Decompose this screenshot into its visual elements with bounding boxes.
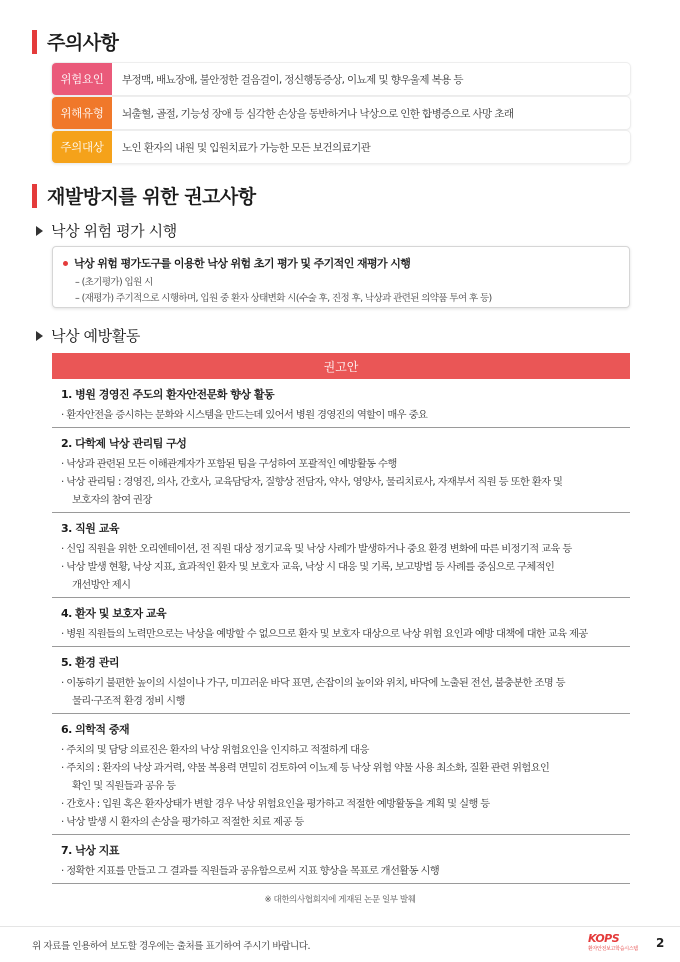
subhead-fall-prevention — [36, 325, 140, 346]
recommendation-line: · 낙상 관리팀 : 경영진, 의사, 간호사, 교육담당자, 질향상 전담자, 약사, 영양사, 물리치료사, 자재부서 직원 등 또한 환자 및 — [61, 476, 563, 488]
recommendation-header: 권고안 — [52, 353, 630, 379]
section-title-text: 재발방지를 위한 권고사항 — [47, 186, 256, 208]
footer-divider — [0, 926, 680, 927]
page-number: 2 — [656, 936, 665, 950]
kops-logo — [588, 932, 636, 956]
assessment-line: – (초기평가) 입원 시 — [75, 277, 153, 288]
recommendation-title: 2. 다학제 낙상 관리팀 구성 — [61, 437, 187, 450]
subhead-text: 낙상 위험 평가 시행 — [51, 222, 177, 240]
caution-desc: 부정맥, 배뇨장애, 불안정한 걸음걸이, 정신행동증상, 이뇨제 및 향우울제 복용 등 — [122, 73, 463, 86]
section-title-bar — [32, 30, 37, 54]
assessment-box — [52, 246, 630, 308]
triangle-bullet-icon — [36, 331, 43, 341]
recommendation-title: 7. 낙상 지표 — [61, 844, 119, 857]
subhead-text: 낙상 예방활동 — [51, 327, 140, 345]
recommendation-line: · 주치의 : 환자의 낙상 과거력, 약물 복용력 면밀히 검토하여 이뇨제 등 낙상 위험 약물 사용 최소화, 질환 관련 위험요인 — [61, 762, 550, 774]
divider — [52, 597, 630, 598]
assessment-main-text: 낙상 위험 평가도구를 이용한 낙상 위험 초기 평가 및 주기적인 재평가 시행 — [74, 257, 411, 270]
section-title-bar — [32, 184, 37, 208]
assessment-main — [63, 255, 410, 271]
caution-row-target — [52, 131, 630, 163]
section-title-text: 주의사항 — [47, 32, 119, 54]
caution-tag: 위험요인 — [52, 63, 112, 95]
recommendation-title: 3. 직원 교육 — [61, 522, 119, 535]
bullet-dot-icon — [63, 261, 68, 266]
caution-row-risk — [52, 63, 630, 95]
divider — [52, 834, 630, 835]
divider — [52, 646, 630, 647]
recommendation-line: · 환자안전을 증시하는 문화와 시스템을 만드는데 있어서 병원 경영진의 역할이 매우 중요 — [61, 409, 428, 421]
recommendation-line: · 낙상 발생 시 환자의 손상을 평가하고 적절한 치료 제공 등 — [61, 816, 304, 828]
recommendation-line: 물리·구조적 환경 정비 시행 — [72, 695, 185, 707]
divider — [52, 883, 630, 884]
source-note: ※ 대한의사협회지에 게재된 논문 일부 발췌 — [264, 895, 416, 905]
footer-notice: 위 자료를 인용하여 보도할 경우에는 출처를 표기하여 주시기 바랍니다. — [32, 941, 311, 952]
caution-desc: 뇌출혈, 골절, 기능성 장애 등 심각한 손상을 동반하거나 낙상으로 인한 합병증으로 사망 초래 — [122, 107, 514, 120]
recommendation-line: 확인 및 직원들과 공유 등 — [72, 780, 176, 792]
recommendation-line: · 낙상 발생 현황, 낙상 지표, 효과적인 환자 및 보호자 교육, 낙상 시 대응 및 기록, 보고방법 등 사례를 중심으로 구체적인 — [61, 561, 555, 573]
recommendation-line: · 병원 직원들의 노력만으로는 낙상을 예방할 수 없으므로 환자 및 보호자 대상으로 낙상 위험 요인과 예방 대책에 대한 교육 제공 — [61, 628, 588, 640]
recommendation-line: · 신입 직원을 위한 오리엔테이션, 전 직원 대상 정기교육 및 낙상 사례가 발생하거나 중요 환경 변화에 따른 비정기적 교육 등 — [61, 543, 572, 555]
recommendation-title: 6. 의학적 중재 — [61, 723, 130, 736]
assessment-line: – (재평가) 주기적으로 시행하며, 입원 중 환자 상태변화 시(수술 후, 진정 후, 낙상과 관련된 의약품 투여 후 등) — [75, 293, 492, 304]
recommendation-title: 5. 환경 관리 — [61, 656, 119, 669]
divider — [52, 427, 630, 428]
caution-row-harm — [52, 97, 630, 129]
recommendation-line: 보호자의 참여 권장 — [72, 494, 152, 506]
recommendation-line: · 낙상과 관련된 모든 이해관계자가 포함된 팀을 구성하여 포괄적인 예방활동 수행 — [61, 458, 397, 470]
caution-tag: 주의대상 — [52, 131, 112, 163]
recommendation-line: · 정확한 지표를 만들고 그 결과를 직원들과 공유함으로써 지표 향상을 목표로 개선활동 시행 — [61, 865, 440, 877]
recommendation-line: · 이동하기 불편한 높이의 시설이나 가구, 미끄러운 바닥 표면, 손잡이의 높이와 위치, 바닥에 노출된 전선, 불충분한 조명 등 — [61, 677, 565, 689]
recommendation-title: 4. 환자 및 보호자 교육 — [61, 607, 167, 620]
triangle-bullet-icon — [36, 226, 43, 236]
divider — [52, 713, 630, 714]
recommendation-line: · 간호사 : 입원 혹은 환자상태가 변할 경우 낙상 위험요인을 평가하고 적절한 예방활동을 계획 및 실행 등 — [61, 798, 490, 810]
recommendation-line: · 주치의 및 담당 의료진은 환자의 낙상 위험요인을 인지하고 적절하게 대응 — [61, 744, 369, 756]
logo-subtitle: 환자안전보고학습시스템 — [588, 946, 638, 952]
section-title-recommendations — [32, 182, 256, 209]
caution-desc: 노인 환자의 내원 및 입원치료가 가능한 모든 보건의료기관 — [122, 141, 371, 154]
divider — [52, 512, 630, 513]
caution-tag: 위해유형 — [52, 97, 112, 129]
recommendation-line: 개선방안 제시 — [72, 579, 131, 591]
logo-mark: KOPS — [588, 932, 620, 945]
recommendation-title: 1. 병원 경영진 주도의 환자안전문화 향상 활동 — [61, 388, 275, 401]
subhead-fall-risk-assessment — [36, 220, 177, 241]
section-title-caution — [32, 28, 118, 55]
